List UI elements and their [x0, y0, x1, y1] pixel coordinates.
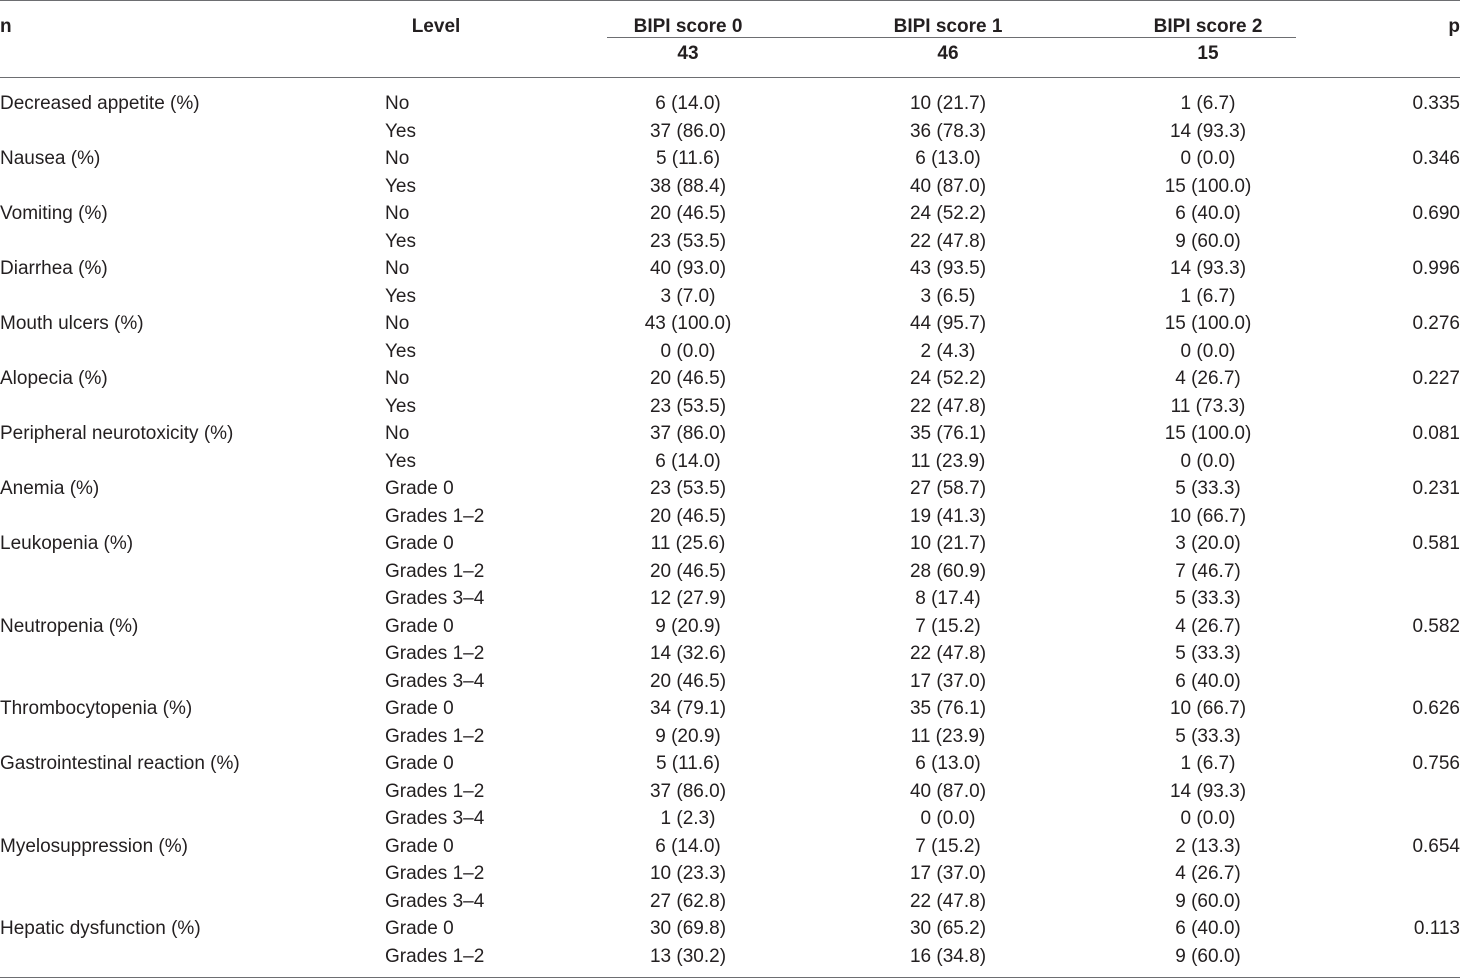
cell-level: No	[385, 313, 410, 334]
cell-bipi-0: 9 (20.9)	[655, 725, 721, 747]
cell-variable: Anemia (%)	[0, 478, 100, 499]
cell-bipi-1: 24 (52.2)	[909, 203, 987, 224]
cell-level: Grades 3–4	[385, 670, 485, 692]
cell-bipi-0: 23 (53.5)	[649, 478, 727, 499]
header-count-2: 15	[1197, 43, 1219, 64]
table-row	[0, 778, 1460, 806]
cell-bipi-2: 0 (0.0)	[1180, 450, 1236, 472]
cell-p-value: 0.756	[1412, 753, 1460, 774]
cell-level: No	[385, 203, 410, 224]
cell-p-value: 0.231	[1412, 478, 1460, 499]
cell-level: Grade 0	[385, 835, 454, 857]
cell-bipi-2: 6 (40.0)	[1175, 203, 1241, 224]
table-row	[0, 228, 1460, 256]
cell-variable: Mouth ulcers (%)	[0, 313, 144, 334]
cell-level: Yes	[385, 395, 416, 417]
cell-bipi-0: 20 (46.5)	[649, 670, 727, 692]
cell-bipi-0: 12 (27.9)	[649, 588, 727, 609]
cell-bipi-1: 16 (34.8)	[909, 945, 987, 967]
table-row	[0, 640, 1460, 668]
cell-p-value: 0.276	[1412, 313, 1460, 334]
header-n: n	[0, 16, 12, 37]
cell-bipi-2: 5 (33.3)	[1175, 643, 1241, 664]
table-row	[0, 283, 1460, 311]
cell-bipi-2: 0 (0.0)	[1180, 148, 1236, 169]
cell-bipi-2: 0 (0.0)	[1180, 808, 1236, 829]
cell-bipi-1: 7 (15.2)	[915, 835, 981, 857]
cell-level: Yes	[385, 450, 416, 472]
table-row	[0, 200, 1460, 228]
header-p: p	[1448, 16, 1460, 37]
table-row	[0, 173, 1460, 201]
cell-bipi-1: 8 (17.4)	[915, 588, 981, 609]
cell-bipi-1: 6 (13.0)	[915, 753, 981, 774]
cell-variable: Vomiting (%)	[0, 203, 108, 224]
header-bottom-rule	[0, 77, 1460, 78]
table-top-rule	[0, 0, 1460, 1]
cell-level: Grade 0	[385, 478, 454, 499]
cell-bipi-1: 22 (47.8)	[909, 643, 987, 664]
cell-bipi-2: 5 (33.3)	[1175, 588, 1241, 609]
table-row	[0, 420, 1460, 448]
table-row	[0, 393, 1460, 421]
cell-bipi-1: 3 (6.5)	[920, 285, 976, 307]
table-row	[0, 585, 1460, 613]
cell-p-value: 0.113	[1413, 918, 1460, 939]
cell-bipi-1: 10 (21.7)	[909, 533, 987, 554]
cell-level: Grade 0	[385, 615, 454, 637]
cell-bipi-1: 40 (87.0)	[909, 780, 987, 802]
cell-level: No	[385, 148, 410, 169]
cell-bipi-0: 11 (25.6)	[650, 533, 726, 554]
table-bottom-rule	[0, 977, 1460, 978]
cell-bipi-2: 14 (93.3)	[1169, 120, 1247, 142]
cell-level: No	[385, 423, 410, 444]
cell-bipi-2: 1 (6.7)	[1180, 285, 1236, 307]
cell-p-value: 0.335	[1412, 93, 1460, 114]
cell-bipi-2: 3 (20.0)	[1175, 533, 1241, 554]
cell-bipi-0: 6 (14.0)	[655, 93, 721, 114]
cell-bipi-0: 40 (93.0)	[649, 258, 727, 279]
header-bipi-0: BIPI score 0	[633, 16, 743, 37]
cell-variable: Gastrointestinal reaction (%)	[0, 753, 240, 774]
cell-bipi-2: 4 (26.7)	[1175, 368, 1241, 389]
cell-bipi-1: 6 (13.0)	[915, 148, 981, 169]
cell-bipi-1: 17 (37.0)	[909, 863, 987, 884]
cell-p-value: 0.346	[1412, 148, 1460, 169]
cell-level: Grades 1–2	[385, 725, 485, 747]
table-row	[0, 365, 1460, 393]
cell-bipi-1: 17 (37.0)	[909, 670, 987, 692]
table-row	[0, 668, 1460, 696]
cell-bipi-0: 20 (46.5)	[649, 560, 727, 582]
table-row	[0, 750, 1460, 778]
cell-level: Grades 1–2	[385, 945, 485, 967]
cell-bipi-0: 20 (46.5)	[649, 368, 727, 389]
cell-level: No	[385, 368, 410, 389]
header-group-rule	[607, 37, 1296, 38]
cell-level: Grades 1–2	[385, 560, 485, 582]
cell-bipi-0: 14 (32.6)	[649, 643, 727, 664]
cell-bipi-2: 11 (73.3)	[1170, 395, 1246, 417]
cell-bipi-1: 30 (65.2)	[909, 918, 987, 939]
cell-bipi-0: 5 (11.6)	[655, 148, 721, 169]
table-row	[0, 943, 1460, 971]
header-bipi-1: BIPI score 1	[893, 16, 1003, 37]
cell-level: Grades 3–4	[385, 890, 485, 912]
cell-level: No	[385, 93, 410, 114]
cell-bipi-2: 14 (93.3)	[1169, 258, 1247, 279]
cell-variable: Hepatic dysfunction (%)	[0, 918, 201, 939]
table-row	[0, 613, 1460, 641]
cell-bipi-0: 20 (46.5)	[649, 203, 727, 224]
table-row	[0, 118, 1460, 146]
table-row	[0, 338, 1460, 366]
cell-level: Yes	[385, 230, 416, 252]
cell-bipi-0: 13 (30.2)	[649, 945, 727, 967]
cell-bipi-1: 44 (95.7)	[909, 313, 987, 334]
cell-p-value: 0.654	[1412, 835, 1460, 857]
header-bipi-2: BIPI score 2	[1153, 16, 1263, 37]
table-row	[0, 255, 1460, 283]
cell-bipi-1: 28 (60.9)	[909, 560, 987, 582]
cell-variable: Nausea (%)	[0, 148, 101, 169]
table-body	[0, 90, 1460, 970]
cell-bipi-0: 38 (88.4)	[649, 175, 727, 197]
cell-bipi-2: 10 (66.7)	[1169, 698, 1247, 719]
cell-bipi-2: 1 (6.7)	[1180, 93, 1236, 114]
cell-level: Grade 0	[385, 698, 454, 719]
table-row	[0, 448, 1460, 476]
cell-bipi-1: 7 (15.2)	[915, 615, 981, 637]
cell-variable: Myelosuppression (%)	[0, 835, 188, 857]
cell-bipi-0: 0 (0.0)	[660, 340, 716, 362]
cell-level: Grades 1–2	[385, 863, 485, 884]
cell-level: Yes	[385, 120, 416, 142]
table-row	[0, 475, 1460, 503]
cell-level: Grades 1–2	[385, 780, 485, 802]
cell-p-value: 0.582	[1412, 615, 1460, 637]
cell-bipi-2: 5 (33.3)	[1175, 725, 1241, 747]
cell-bipi-0: 37 (86.0)	[649, 120, 727, 142]
cell-bipi-2: 1 (6.7)	[1180, 753, 1236, 774]
table-row	[0, 310, 1460, 338]
cell-bipi-0: 9 (20.9)	[655, 615, 721, 637]
cell-bipi-2: 6 (40.0)	[1175, 918, 1241, 939]
cell-bipi-1: 11 (23.9)	[910, 450, 986, 472]
cell-bipi-2: 2 (13.3)	[1175, 835, 1241, 857]
cell-p-value: 0.626	[1412, 698, 1460, 719]
cell-bipi-0: 1 (2.3)	[660, 808, 716, 829]
cell-bipi-1: 22 (47.8)	[909, 230, 987, 252]
cell-variable: Alopecia (%)	[0, 368, 108, 389]
table-row	[0, 915, 1460, 943]
cell-variable: Neutropenia (%)	[0, 615, 139, 637]
cell-bipi-0: 3 (7.0)	[660, 285, 716, 307]
cell-bipi-2: 9 (60.0)	[1175, 945, 1241, 967]
cell-bipi-0: 43 (100.0)	[644, 313, 732, 334]
cell-level: No	[385, 258, 410, 279]
cell-bipi-2: 6 (40.0)	[1175, 670, 1241, 692]
cell-bipi-1: 43 (93.5)	[909, 258, 987, 279]
cell-bipi-0: 20 (46.5)	[649, 505, 727, 527]
cell-p-value: 0.227	[1412, 368, 1460, 389]
cell-bipi-2: 9 (60.0)	[1175, 890, 1241, 912]
cell-level: Grade 0	[385, 533, 454, 554]
table-row	[0, 145, 1460, 173]
cell-bipi-1: 22 (47.8)	[909, 890, 987, 912]
cell-variable: Thrombocytopenia (%)	[0, 698, 193, 719]
cell-bipi-2: 4 (26.7)	[1175, 863, 1241, 884]
cell-bipi-2: 7 (46.7)	[1175, 560, 1241, 582]
cell-bipi-0: 37 (86.0)	[649, 780, 727, 802]
header-count-0: 43	[677, 43, 699, 64]
table-row	[0, 503, 1460, 531]
cell-level: Grades 3–4	[385, 588, 485, 609]
cell-bipi-1: 11 (23.9)	[910, 725, 986, 747]
cell-bipi-0: 23 (53.5)	[649, 230, 727, 252]
cell-p-value: 0.690	[1412, 203, 1460, 224]
cell-bipi-1: 19 (41.3)	[909, 505, 987, 527]
cell-p-value: 0.581	[1412, 533, 1460, 554]
table-row	[0, 805, 1460, 833]
cell-bipi-1: 36 (78.3)	[909, 120, 987, 142]
table-row	[0, 860, 1460, 888]
cell-bipi-1: 40 (87.0)	[909, 175, 987, 197]
cell-level: Grade 0	[385, 918, 454, 939]
cell-level: Grades 1–2	[385, 505, 485, 527]
cell-bipi-1: 24 (52.2)	[909, 368, 987, 389]
table-row	[0, 530, 1460, 558]
cell-bipi-0: 6 (14.0)	[655, 450, 721, 472]
cell-bipi-2: 15 (100.0)	[1164, 313, 1252, 334]
cell-variable: Diarrhea (%)	[0, 258, 108, 279]
cell-bipi-1: 22 (47.8)	[909, 395, 987, 417]
cell-bipi-2: 15 (100.0)	[1164, 423, 1252, 444]
cell-bipi-2: 5 (33.3)	[1175, 478, 1241, 499]
cell-bipi-2: 9 (60.0)	[1175, 230, 1241, 252]
cell-bipi-0: 6 (14.0)	[655, 835, 721, 857]
cell-bipi-0: 27 (62.8)	[649, 890, 727, 912]
cell-bipi-1: 2 (4.3)	[920, 340, 976, 362]
cell-bipi-0: 37 (86.0)	[649, 423, 727, 444]
cell-bipi-0: 5 (11.6)	[655, 753, 721, 774]
cell-variable: Decreased appetite (%)	[0, 93, 200, 114]
cell-variable: Peripheral neurotoxicity (%)	[0, 423, 234, 444]
cell-p-value: 0.081	[1412, 423, 1460, 444]
cell-level: Yes	[385, 340, 416, 362]
cell-bipi-0: 10 (23.3)	[649, 863, 727, 884]
cell-bipi-0: 23 (53.5)	[649, 395, 727, 417]
cell-bipi-2: 10 (66.7)	[1169, 505, 1247, 527]
cell-bipi-1: 35 (76.1)	[909, 698, 987, 719]
cell-variable: Leukopenia (%)	[0, 533, 134, 554]
table-row	[0, 90, 1460, 118]
table-row	[0, 695, 1460, 723]
table-row	[0, 558, 1460, 586]
cell-bipi-1: 10 (21.7)	[909, 93, 987, 114]
cell-level: Yes	[385, 175, 416, 197]
cell-bipi-0: 34 (79.1)	[649, 698, 727, 719]
table-row	[0, 888, 1460, 916]
cell-bipi-2: 14 (93.3)	[1169, 780, 1247, 802]
header-count-1: 46	[937, 43, 959, 64]
header-level: Level	[411, 16, 461, 37]
cell-bipi-0: 30 (69.8)	[649, 918, 727, 939]
cell-level: Grades 3–4	[385, 808, 485, 829]
cell-level: Grades 1–2	[385, 643, 485, 664]
table-row	[0, 833, 1460, 861]
cell-bipi-2: 0 (0.0)	[1180, 340, 1236, 362]
cell-bipi-1: 35 (76.1)	[909, 423, 987, 444]
cell-level: Yes	[385, 285, 416, 307]
cell-bipi-2: 4 (26.7)	[1175, 615, 1241, 637]
cell-bipi-2: 15 (100.0)	[1164, 175, 1252, 197]
cell-bipi-1: 27 (58.7)	[909, 478, 987, 499]
cell-bipi-1: 0 (0.0)	[920, 808, 976, 829]
cell-level: Grade 0	[385, 753, 454, 774]
cell-p-value: 0.996	[1412, 258, 1460, 279]
table-row	[0, 723, 1460, 751]
